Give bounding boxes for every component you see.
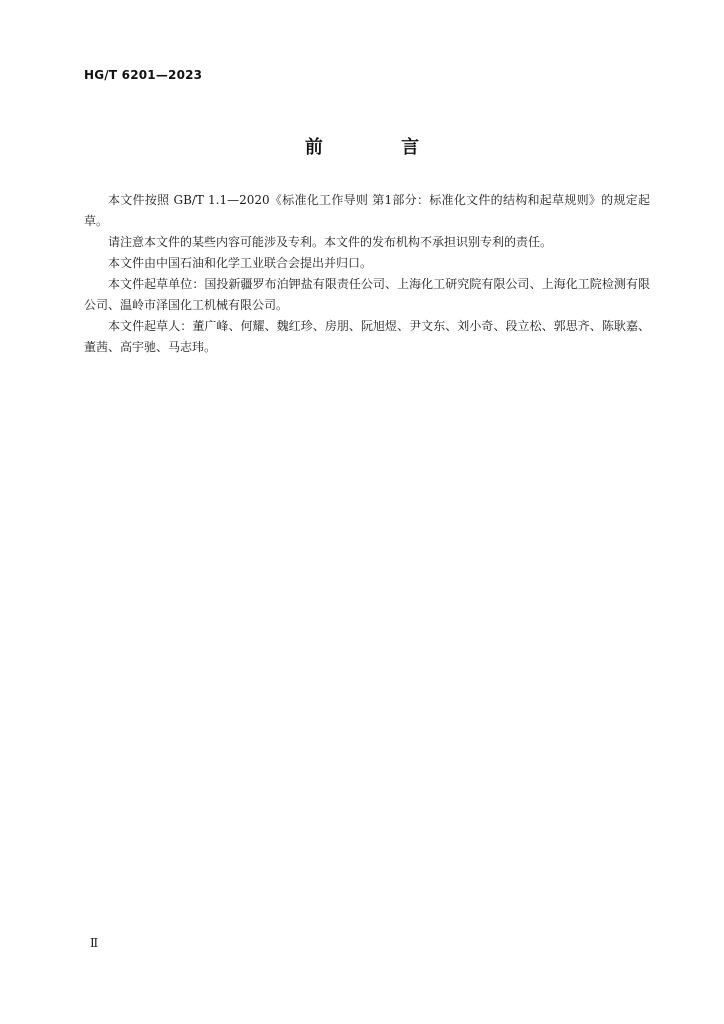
page-number: Ⅱ [90,936,99,950]
paragraph-patent-notice: 请注意本文件的某些内容可能涉及专利。本文件的发布机构不承担识别专利的责任。 [108,235,553,249]
paragraph-proposer: 本文件由中国石油和化学工业联合会提出并归口。 [108,256,373,270]
paragraph-drafting-units: 本文件起草单位：国投新疆罗布泊钾盐有限责任公司、上海化工研究院有限公司、上海化工院检测有限公司、温岭市泽国化工机械有限公司。 [84,277,650,312]
paragraph-drafting-rules: 本文件按照 GB/T 1.1—2020《标准化工作导则 第1部分：标准化文件的结构和起草规则》的规定起草。 [84,193,650,228]
standard-code: HG/T 6201—2023 [84,68,203,82]
foreword-body [84,190,650,358]
page-title: 前 言 [304,137,456,158]
paragraph-drafters: 本文件起草人：董广峰、何耀、魏红珍、房朋、阮旭煜、尹文东、刘小奇、段立松、郭思齐、陈耿嘉、董茜、高宇驰、马志玮。 [84,319,650,354]
